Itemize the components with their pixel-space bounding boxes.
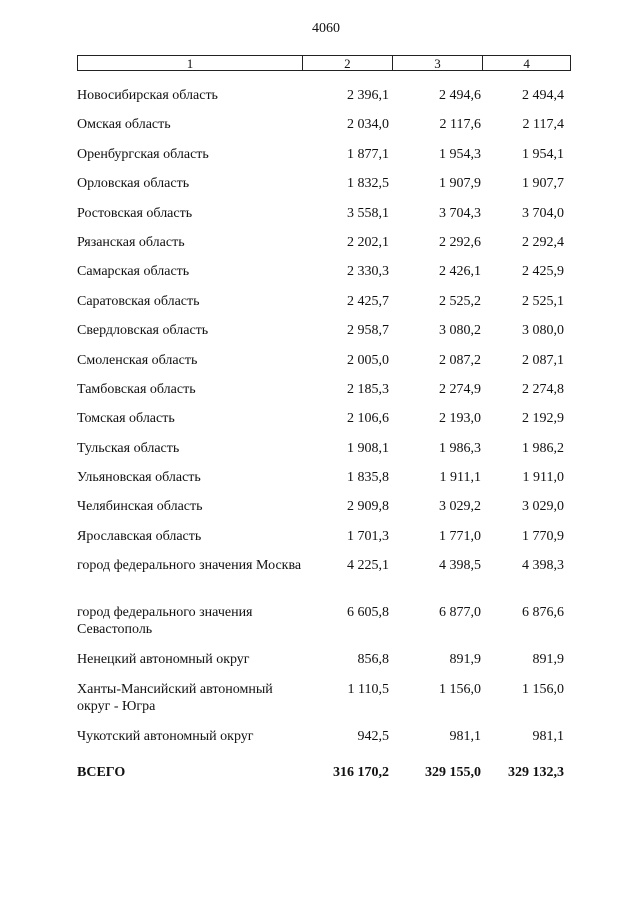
value-col-4: 3 080,0 bbox=[522, 323, 564, 339]
total-row bbox=[77, 764, 567, 781]
value-col-2: 1 877,1 bbox=[347, 146, 389, 162]
value-col-2: 1 908,1 bbox=[347, 440, 389, 456]
value-col-3: 2 274,9 bbox=[439, 381, 481, 397]
header-col-1: 1 bbox=[186, 56, 194, 71]
value-col-4: 1 954,1 bbox=[522, 146, 564, 162]
region-name: Омская область bbox=[77, 117, 171, 133]
value-col-3: 981,1 bbox=[449, 728, 481, 744]
value-col-2: 2 185,3 bbox=[347, 381, 389, 397]
header-col-3: 3 bbox=[392, 56, 483, 70]
value-col-2: 2 034,0 bbox=[347, 117, 389, 133]
value-col-2: 6 605,8 bbox=[347, 605, 389, 621]
table-row bbox=[77, 320, 567, 349]
header-col-4: 4 bbox=[482, 56, 570, 70]
table-row bbox=[77, 555, 567, 602]
table-row bbox=[77, 649, 567, 678]
table-row bbox=[77, 679, 567, 726]
value-col-3: 2 494,6 bbox=[439, 88, 481, 103]
data-table bbox=[77, 85, 567, 781]
value-col-4: 981,1 bbox=[532, 728, 564, 744]
page-number: 4060 bbox=[312, 21, 340, 36]
region-name: Ханты-Мансийский автономный округ - Югра bbox=[77, 681, 273, 714]
value-col-2: 1 110,5 bbox=[347, 681, 389, 697]
region-name: Орловская область bbox=[77, 176, 190, 192]
region-name: Смоленская область bbox=[77, 352, 198, 368]
value-col-3: 1 771,0 bbox=[439, 528, 481, 544]
region-name: Ульяновская область bbox=[77, 470, 201, 486]
table-row bbox=[77, 350, 567, 379]
table-row bbox=[77, 173, 567, 202]
value-col-4: 1 911,0 bbox=[522, 470, 564, 486]
value-col-3: 1 954,3 bbox=[439, 146, 481, 162]
value-col-2: 2 202,1 bbox=[347, 234, 389, 250]
table-row bbox=[77, 726, 567, 755]
value-col-4: 2 425,9 bbox=[522, 264, 564, 280]
value-col-2: 1 835,8 bbox=[347, 470, 389, 486]
table-row bbox=[77, 85, 567, 114]
region-name: Чукотский автономный округ bbox=[77, 728, 254, 744]
region-name: Тульская область bbox=[77, 440, 180, 456]
value-col-2: 3 558,1 bbox=[347, 205, 389, 221]
table-row bbox=[77, 261, 567, 290]
value-col-4: 2 292,4 bbox=[522, 234, 564, 250]
value-col-3: 2 193,0 bbox=[439, 411, 481, 427]
value-col-3: 3 080,2 bbox=[439, 323, 481, 339]
value-col-4: 2 494,4 bbox=[522, 88, 564, 103]
table-row bbox=[77, 602, 567, 649]
value-col-4: 2 525,1 bbox=[522, 293, 564, 309]
value-col-4: 6 876,6 bbox=[522, 605, 564, 621]
header-col-2: 2 bbox=[302, 56, 392, 70]
region-name: Саратовская область bbox=[77, 293, 200, 309]
total-col-4: 329 132,3 bbox=[508, 765, 564, 781]
table-row bbox=[77, 438, 567, 467]
value-col-2: 2 909,8 bbox=[347, 499, 389, 515]
value-col-4: 3 704,0 bbox=[522, 205, 564, 221]
value-col-3: 1 986,3 bbox=[439, 440, 481, 456]
region-name: Новосибирская область bbox=[77, 88, 218, 103]
region-name: Самарская область bbox=[77, 264, 190, 280]
region-name: Ростовская область bbox=[77, 205, 193, 221]
value-col-3: 2 292,6 bbox=[439, 234, 481, 250]
table-row bbox=[77, 291, 567, 320]
value-col-2: 2 396,1 bbox=[347, 88, 389, 103]
total-col-2: 316 170,2 bbox=[333, 765, 389, 781]
value-col-3: 891,9 bbox=[449, 652, 481, 668]
region-name: Ненецкий автономный округ bbox=[77, 652, 250, 668]
value-col-2: 2 106,6 bbox=[347, 411, 389, 427]
region-name: Оренбургская область bbox=[77, 146, 209, 162]
total-col-3: 329 155,0 bbox=[425, 765, 481, 781]
table-row bbox=[77, 203, 567, 232]
value-col-2: 1 701,3 bbox=[347, 528, 389, 544]
table-row bbox=[77, 144, 567, 173]
value-col-4: 1 986,2 bbox=[522, 440, 564, 456]
value-col-3: 2 087,2 bbox=[439, 352, 481, 368]
value-col-2: 4 225,1 bbox=[347, 558, 389, 574]
table-header bbox=[77, 55, 571, 71]
total-label: ВСЕГО bbox=[77, 765, 126, 781]
value-col-2: 2 005,0 bbox=[347, 352, 389, 368]
value-col-4: 1 156,0 bbox=[522, 681, 564, 697]
region-name: Свердловская область bbox=[77, 323, 209, 339]
region-name: город федерального значения Севастополь bbox=[77, 605, 253, 638]
value-col-3: 4 398,5 bbox=[439, 558, 481, 574]
region-name: Рязанская область bbox=[77, 234, 185, 250]
value-col-4: 2 274,8 bbox=[522, 381, 564, 397]
table-row bbox=[77, 408, 567, 437]
value-col-3: 1 907,9 bbox=[439, 176, 481, 192]
value-col-3: 2 117,6 bbox=[439, 117, 481, 133]
value-col-3: 6 877,0 bbox=[439, 605, 481, 621]
table-row bbox=[77, 379, 567, 408]
value-col-4: 3 029,0 bbox=[522, 499, 564, 515]
region-name: Тамбовская область bbox=[77, 381, 196, 397]
region-name: Челябинская область bbox=[77, 499, 203, 515]
value-col-4: 1 770,9 bbox=[522, 528, 564, 544]
region-name: Ярославская область bbox=[77, 528, 202, 544]
value-col-2: 856,8 bbox=[357, 652, 389, 668]
value-col-4: 2 087,1 bbox=[522, 352, 564, 368]
value-col-4: 2 192,9 bbox=[522, 411, 564, 427]
value-col-4: 1 907,7 bbox=[522, 176, 564, 192]
table-row bbox=[77, 496, 567, 525]
value-col-4: 2 117,4 bbox=[522, 117, 564, 133]
value-col-3: 1 911,1 bbox=[439, 470, 481, 486]
region-name: город федерального значения Москва bbox=[77, 558, 302, 574]
table-row bbox=[77, 114, 567, 143]
value-col-2: 942,5 bbox=[357, 728, 389, 744]
value-col-3: 2 525,2 bbox=[439, 293, 481, 309]
value-col-4: 891,9 bbox=[532, 652, 564, 668]
table-row bbox=[77, 232, 567, 261]
region-name: Томская область bbox=[77, 411, 175, 427]
value-col-4: 4 398,3 bbox=[522, 558, 564, 574]
value-col-3: 3 704,3 bbox=[439, 205, 481, 221]
table-row bbox=[77, 526, 567, 555]
value-col-3: 1 156,0 bbox=[439, 681, 481, 697]
value-col-2: 1 832,5 bbox=[347, 176, 389, 192]
value-col-2: 2 958,7 bbox=[347, 323, 389, 339]
value-col-3: 2 426,1 bbox=[439, 264, 481, 280]
value-col-2: 2 330,3 bbox=[347, 264, 389, 280]
value-col-2: 2 425,7 bbox=[347, 293, 389, 309]
table-row bbox=[77, 467, 567, 496]
value-col-3: 3 029,2 bbox=[439, 499, 481, 515]
